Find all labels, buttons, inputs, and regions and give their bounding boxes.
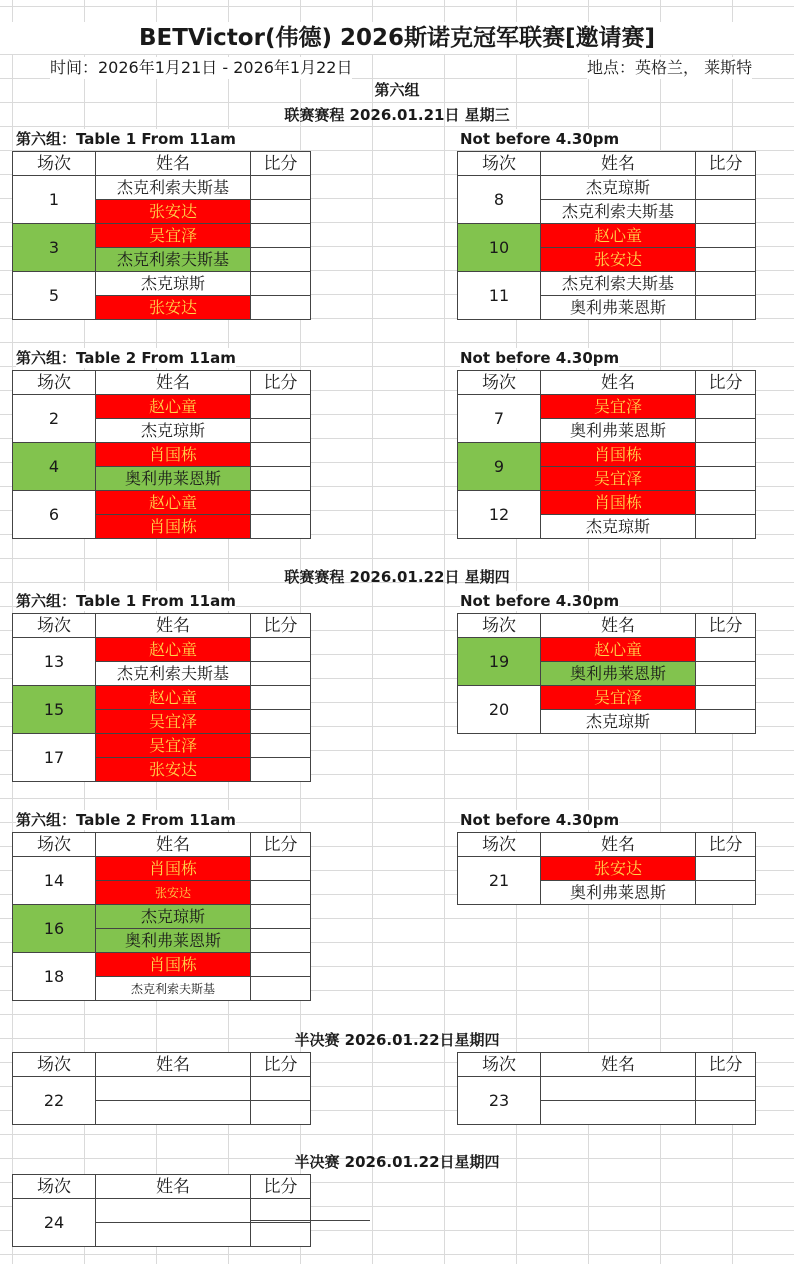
day1-table2-late [457,370,756,539]
col-header-match: 场次 [458,371,541,395]
match-number: 20 [458,686,541,734]
score-cell[interactable] [251,443,311,467]
match-number: 21 [458,857,541,905]
score-cell[interactable] [251,881,311,905]
col-header-score: 比分 [251,152,311,176]
score-cell[interactable] [696,467,756,491]
day2-table2-late-label: Not before 4.30pm [460,811,620,829]
player-name: 杰克利索夫斯基 [541,272,696,296]
player-name: 肖国栋 [96,443,251,467]
player-name: 赵心童 [541,224,696,248]
player-name: 杰克琼斯 [96,419,251,443]
col-header-score: 比分 [696,833,756,857]
match-number: 14 [13,857,96,905]
score-cell[interactable] [696,443,756,467]
score-cell[interactable] [251,224,311,248]
score-cell[interactable] [696,1077,756,1101]
group-title: 第六组 [374,81,420,99]
player-name [96,1077,251,1101]
score-cell[interactable] [696,200,756,224]
page-title: BETVictor(伟德) 2026斯诺克冠军联赛[邀请赛] [0,22,794,54]
day1-title: 联赛赛程 2026.01.21日 星期三 [284,106,510,124]
day2-table2-label: 第六组：Table 2 From 11am [16,811,236,829]
day2-table1-early [12,613,311,782]
semi-title-2: 半决赛 2026.01.22日星期四 [294,1153,500,1171]
player-name: 张安达 [96,881,251,905]
score-cell[interactable] [696,176,756,200]
score-cell[interactable] [251,710,311,734]
player-name: 吴宜泽 [96,734,251,758]
col-header-name: 姓名 [96,152,251,176]
col-header-score: 比分 [251,1053,311,1077]
day1-table2-early [12,370,311,539]
score-cell[interactable] [251,248,311,272]
player-name: 赵心童 [96,395,251,419]
col-header-name: 姓名 [96,1175,251,1199]
player-name: 奥利弗莱恩斯 [96,467,251,491]
day2-table2-late [457,832,756,905]
score-cell[interactable] [251,929,311,953]
score-cell[interactable] [696,296,756,320]
col-header-match: 场次 [13,152,96,176]
col-header-score: 比分 [696,614,756,638]
col-header-score: 比分 [251,833,311,857]
score-cell[interactable] [251,977,311,1001]
player-name: 吴宜泽 [541,395,696,419]
player-name: 杰克利索夫斯基 [541,200,696,224]
player-name: 奥利弗莱恩斯 [96,929,251,953]
score-cell[interactable] [251,758,311,782]
match-number: 3 [13,224,96,272]
score-cell[interactable] [251,734,311,758]
divider-line [250,1220,370,1221]
score-cell[interactable] [696,395,756,419]
col-header-match: 场次 [458,152,541,176]
match-number: 23 [458,1077,541,1125]
match-number: 8 [458,176,541,224]
player-name: 吴宜泽 [96,224,251,248]
player-name: 杰克利索夫斯基 [96,662,251,686]
player-name: 肖国栋 [96,515,251,539]
player-name: 杰克利索夫斯基 [96,248,251,272]
match-number: 5 [13,272,96,320]
player-name: 张安达 [96,296,251,320]
match-number: 1 [13,176,96,224]
col-header-match: 场次 [13,1053,96,1077]
score-cell[interactable] [251,419,311,443]
score-cell[interactable] [251,272,311,296]
player-name: 赵心童 [96,638,251,662]
col-header-match: 场次 [13,371,96,395]
day2-table2-early [12,832,311,1001]
score-cell[interactable] [696,662,756,686]
score-cell[interactable] [251,905,311,929]
match-number: 19 [458,638,541,686]
player-name: 杰克利索夫斯基 [96,176,251,200]
player-name: 杰克琼斯 [96,905,251,929]
col-header-name: 姓名 [541,833,696,857]
col-header-match: 场次 [13,614,96,638]
score-cell[interactable] [251,638,311,662]
day2-table1-late [457,613,756,734]
score-cell[interactable] [251,176,311,200]
col-header-score: 比分 [251,614,311,638]
score-cell[interactable] [251,515,311,539]
score-cell[interactable] [251,686,311,710]
player-name: 肖国栋 [96,857,251,881]
day1-table2-label: 第六组：Table 2 From 11am [16,349,236,367]
day2-table1-label: 第六组：Table 1 From 11am [16,592,236,610]
match-number: 12 [458,491,541,539]
player-name: 杰克琼斯 [541,710,696,734]
score-cell[interactable] [251,1077,311,1101]
col-header-match: 场次 [458,614,541,638]
player-name: 杰克琼斯 [541,176,696,200]
player-name: 奥利弗莱恩斯 [541,419,696,443]
semi-title-1: 半决赛 2026.01.22日星期四 [294,1031,500,1049]
player-name: 杰克琼斯 [96,272,251,296]
player-name: 肖国栋 [541,443,696,467]
col-header-name: 姓名 [541,371,696,395]
player-name: 杰克利索夫斯基 [96,977,251,1001]
score-cell[interactable] [696,515,756,539]
col-header-name: 姓名 [96,833,251,857]
match-number: 7 [458,395,541,443]
player-name: 赵心童 [96,491,251,515]
player-name: 吴宜泽 [541,467,696,491]
score-cell[interactable] [251,953,311,977]
score-cell[interactable] [251,857,311,881]
score-cell[interactable] [696,272,756,296]
score-cell[interactable] [696,710,756,734]
col-header-score: 比分 [251,371,311,395]
day2-table1-late-label: Not before 4.30pm [460,592,620,610]
player-name: 张安达 [96,758,251,782]
player-name: 杰克琼斯 [541,515,696,539]
match-number: 4 [13,443,96,491]
day1-table1-late-label: Not before 4.30pm [460,130,620,148]
event-place: 地点：英格兰， 莱斯特 [587,58,753,77]
day2-title: 联赛赛程 2026.01.22日 星期四 [284,568,510,586]
player-name: 张安达 [541,248,696,272]
score-cell[interactable] [696,686,756,710]
player-name [96,1223,251,1247]
col-header-score: 比分 [696,1053,756,1077]
match-number: 16 [13,905,96,953]
score-cell[interactable] [251,467,311,491]
match-number: 6 [13,491,96,539]
score-cell[interactable] [696,1101,756,1125]
score-cell[interactable] [251,200,311,224]
player-name: 肖国栋 [541,491,696,515]
score-cell[interactable] [696,491,756,515]
player-name [541,1101,696,1125]
semi-final-24 [12,1174,311,1247]
col-header-match: 场次 [13,833,96,857]
match-number: 11 [458,272,541,320]
score-cell[interactable] [696,248,756,272]
player-name [96,1199,251,1223]
col-header-name: 姓名 [96,614,251,638]
score-cell[interactable] [251,491,311,515]
col-header-name: 姓名 [96,371,251,395]
score-cell[interactable] [696,881,756,905]
match-number: 18 [13,953,96,1001]
semi-final-23 [457,1052,756,1125]
score-cell[interactable] [251,1101,311,1125]
player-name: 张安达 [541,857,696,881]
score-cell[interactable] [251,296,311,320]
col-header-name: 姓名 [541,152,696,176]
match-number: 9 [458,443,541,491]
day1-table2-late-label: Not before 4.30pm [460,349,620,367]
player-name: 吴宜泽 [541,686,696,710]
col-header-score: 比分 [251,1175,311,1199]
day1-table1-label: 第六组：Table 1 From 11am [16,130,236,148]
col-header-name: 姓名 [541,1053,696,1077]
col-header-name: 姓名 [96,1053,251,1077]
match-number: 13 [13,638,96,686]
match-number: 2 [13,395,96,443]
col-header-match: 场次 [13,1175,96,1199]
player-name [96,1101,251,1125]
score-cell[interactable] [696,638,756,662]
score-cell[interactable] [696,857,756,881]
match-number: 15 [13,686,96,734]
score-cell[interactable] [251,395,311,419]
player-name: 赵心童 [96,686,251,710]
player-name [541,1077,696,1101]
score-cell[interactable] [251,1199,311,1223]
player-name: 吴宜泽 [96,710,251,734]
semi-final-22 [12,1052,311,1125]
match-number: 22 [13,1077,96,1125]
score-cell[interactable] [696,224,756,248]
col-header-score: 比分 [696,371,756,395]
player-name: 赵心童 [541,638,696,662]
col-header-score: 比分 [696,152,756,176]
score-cell[interactable] [251,1223,311,1247]
match-number: 10 [458,224,541,272]
match-number: 24 [13,1199,96,1247]
col-header-name: 姓名 [541,614,696,638]
col-header-match: 场次 [458,1053,541,1077]
player-name: 奥利弗莱恩斯 [541,296,696,320]
score-cell[interactable] [696,419,756,443]
event-time: 时间：2026年1月21日 - 2026年1月22日 [50,58,353,77]
player-name: 肖国栋 [96,953,251,977]
match-number: 17 [13,734,96,782]
player-name: 奥利弗莱恩斯 [541,662,696,686]
day1-table1-early [12,151,311,320]
score-cell[interactable] [251,662,311,686]
col-header-match: 场次 [458,833,541,857]
day1-table1-late [457,151,756,320]
player-name: 奥利弗莱恩斯 [541,881,696,905]
player-name: 张安达 [96,200,251,224]
